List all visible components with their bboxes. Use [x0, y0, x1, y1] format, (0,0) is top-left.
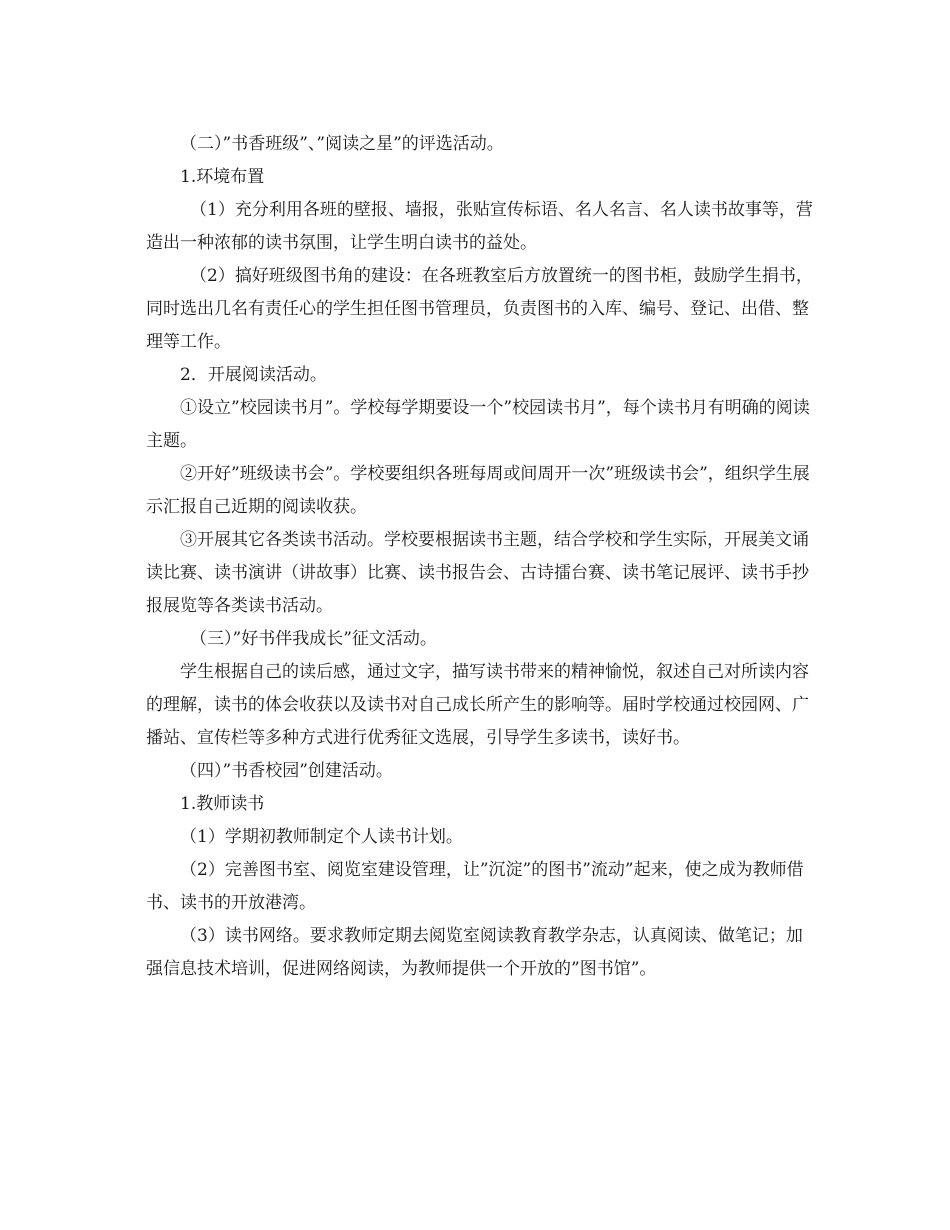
- paragraph-activity-1: ①设立”校园读书月”。学校每学期要设一个”校园读书月”，每个读书月有明确的阅读主题。: [146, 398, 810, 451]
- paragraph-teacher-2: （2）完善图书室、阅览室建设管理，让”沉淀”的图书”流动”起来，使之成为教师借书、读书的开放港湾。: [146, 860, 804, 913]
- paragraph-env-2: （2）搞好班级图书角的建设：在各班教室后方放置统一的图书柜，鼓励学生捐书，同时选出几名有责任心的学生担任图书管理员，负责图书的入库、编号、登记、出借、整理等工作。: [146, 266, 813, 352]
- subheading-teacher-reading: 1.教师读书: [180, 794, 265, 814]
- paragraph-activity-3: ③开展其它各类读书活动。学校要根据读书主题，结合学校和学生实际，开展美文诵读比赛、读书演讲（讲故事）比赛、读书报告会、古诗擂台赛、读书笔记展评、读书手抄报展览等各类读书活动。: [146, 530, 809, 616]
- subheading-activities: 2．开展阅读活动。: [180, 365, 327, 385]
- document-body: [146, 128, 816, 986]
- section-heading-2: （二）”书香班级”、”阅读之星”的评选活动。: [180, 134, 504, 154]
- section-heading-3: （三）”好书伴我成长”征文活动。: [190, 629, 437, 649]
- subheading-environment: 1.环境布置: [180, 167, 265, 187]
- paragraph-teacher-1: （1）学期初教师制定个人读书计划。: [180, 827, 463, 847]
- paragraph-env-1: （1）充分利用各班的壁报、墙报，张贴宣传标语、名人名言、名人读书故事等，营造出一种浓郁的读书氛围，让学生明白读书的益处。: [146, 200, 813, 253]
- paragraph-teacher-3: （3）读书网络。要求教师定期去阅览室阅读教育教学杂志，认真阅读、做笔记；加强信息技术培训，促进网络阅读，为教师提供一个开放的”图书馆”。: [146, 926, 803, 979]
- paragraph-essay: 学生根据自己的读后感，通过文字，描写读书带来的精神愉悦，叙述自己对所读内容的理解，读书的体会收获以及读书对自己成长所产生的影响等。届时学校通过校园网、广播站、宣传栏等多种方式进行优秀征文选展，引导学生多读书，读好书。: [146, 662, 809, 748]
- section-heading-4: （四）”书香校园”创建活动。: [180, 761, 393, 781]
- paragraph-activity-2: ②开好”班级读书会”。学校要组织各班每周或间周开一次”班级读书会”，组织学生展示汇报自己近期的阅读收获。: [146, 464, 810, 517]
